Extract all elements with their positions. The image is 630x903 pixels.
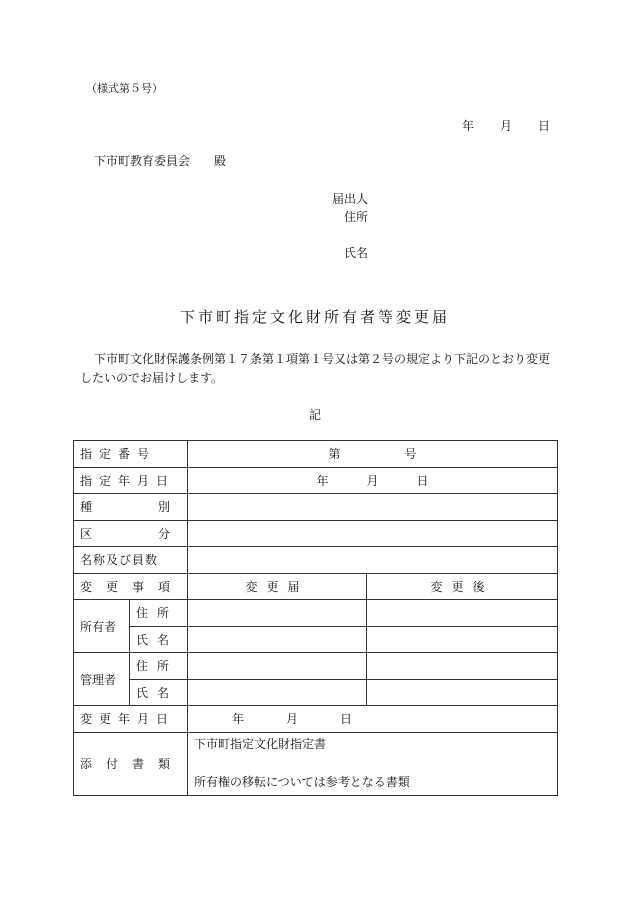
applicant-address-label: 住所: [344, 210, 369, 224]
attachments-value[interactable]: [188, 732, 558, 795]
applicant-block: [332, 190, 368, 262]
row-change-items: [74, 573, 558, 600]
name-count-value[interactable]: [188, 547, 558, 574]
applicant-name-label: 氏名: [344, 246, 369, 260]
manager-address-before[interactable]: [188, 653, 367, 680]
applicant-label: 届出人: [332, 192, 369, 206]
body-paragraph: 下市町文化財保護条例第１７条第１項第１号又は第２号の規定より下記のとおり変更したいのでお届けします。: [80, 352, 551, 385]
row-designation-date: [74, 467, 558, 494]
row-category: [74, 520, 558, 547]
name-count-label: 名称及び員数: [74, 547, 188, 574]
designation-dai: 第: [328, 447, 341, 462]
manager-name-before[interactable]: [188, 679, 367, 706]
change-before-header: 変更届: [188, 573, 367, 600]
attachments-label: 添付書類: [80, 757, 170, 771]
row-owner-address: [74, 600, 558, 627]
ki-heading: 記: [308, 408, 321, 422]
type-label-cell: [74, 494, 188, 521]
change-items-label: 変更事項: [80, 579, 170, 594]
owner-address-after[interactable]: [367, 600, 558, 627]
change-month: 月: [286, 712, 299, 727]
row-owner-name: [74, 626, 558, 653]
owner-address-before[interactable]: [188, 600, 367, 627]
manager-name-after[interactable]: [367, 679, 558, 706]
manager-label: 管理者: [74, 653, 130, 706]
document-title: 下市町指定文化財所有者等変更届: [179, 308, 450, 326]
addressee: 下市町教育委員会 殿: [94, 154, 227, 168]
manager-address-after[interactable]: [367, 653, 558, 680]
type-value[interactable]: [188, 494, 558, 521]
category-label: 区分: [80, 526, 170, 541]
attachment-item-1: 下市町指定文化財指定書: [194, 736, 327, 751]
category-value[interactable]: [188, 520, 558, 547]
owner-name-after[interactable]: [367, 626, 558, 653]
owner-address-label: 住所: [130, 600, 188, 627]
date-month: 月: [500, 119, 513, 133]
row-name-count: [74, 547, 558, 574]
change-date-label: 変更年月日: [74, 706, 188, 733]
row-type: [74, 494, 558, 521]
designation-date-label: 指定年月日: [74, 467, 188, 494]
designation-date-value[interactable]: [188, 467, 558, 494]
change-year: 年: [232, 712, 245, 727]
owner-name-before[interactable]: [188, 626, 367, 653]
manager-address-label: 住所: [130, 653, 188, 680]
category-label-cell: [74, 520, 188, 547]
date-year: 年: [462, 119, 475, 133]
row-change-date: [74, 706, 558, 733]
designation-number-value[interactable]: [188, 441, 558, 468]
row-attachments: [74, 732, 558, 795]
designation-number-label: 指定番号: [74, 441, 188, 468]
attachments-label-cell: [74, 732, 188, 795]
change-day: 日: [340, 712, 353, 727]
designation-month: 月: [366, 473, 379, 488]
type-label: 種別: [80, 500, 170, 515]
owner-label: 所有者: [74, 600, 130, 653]
submission-date: [462, 117, 550, 134]
change-form-table: [73, 440, 558, 796]
designation-year: 年: [316, 473, 329, 488]
change-items-label-cell: [74, 573, 188, 600]
designation-day: 日: [416, 473, 429, 488]
row-manager-name: [74, 679, 558, 706]
form-number: （様式第５号）: [86, 82, 163, 95]
change-date-value[interactable]: [188, 706, 558, 733]
row-designation-number: [74, 441, 558, 468]
manager-name-label: 氏名: [130, 679, 188, 706]
row-manager-address: [74, 653, 558, 680]
date-day: 日: [538, 119, 551, 133]
change-after-header: 変更後: [367, 573, 558, 600]
designation-gou: 号: [404, 447, 417, 462]
attachment-item-2: 所有権の移転については参考となる書類: [194, 774, 410, 789]
owner-name-label: 氏名: [130, 626, 188, 653]
